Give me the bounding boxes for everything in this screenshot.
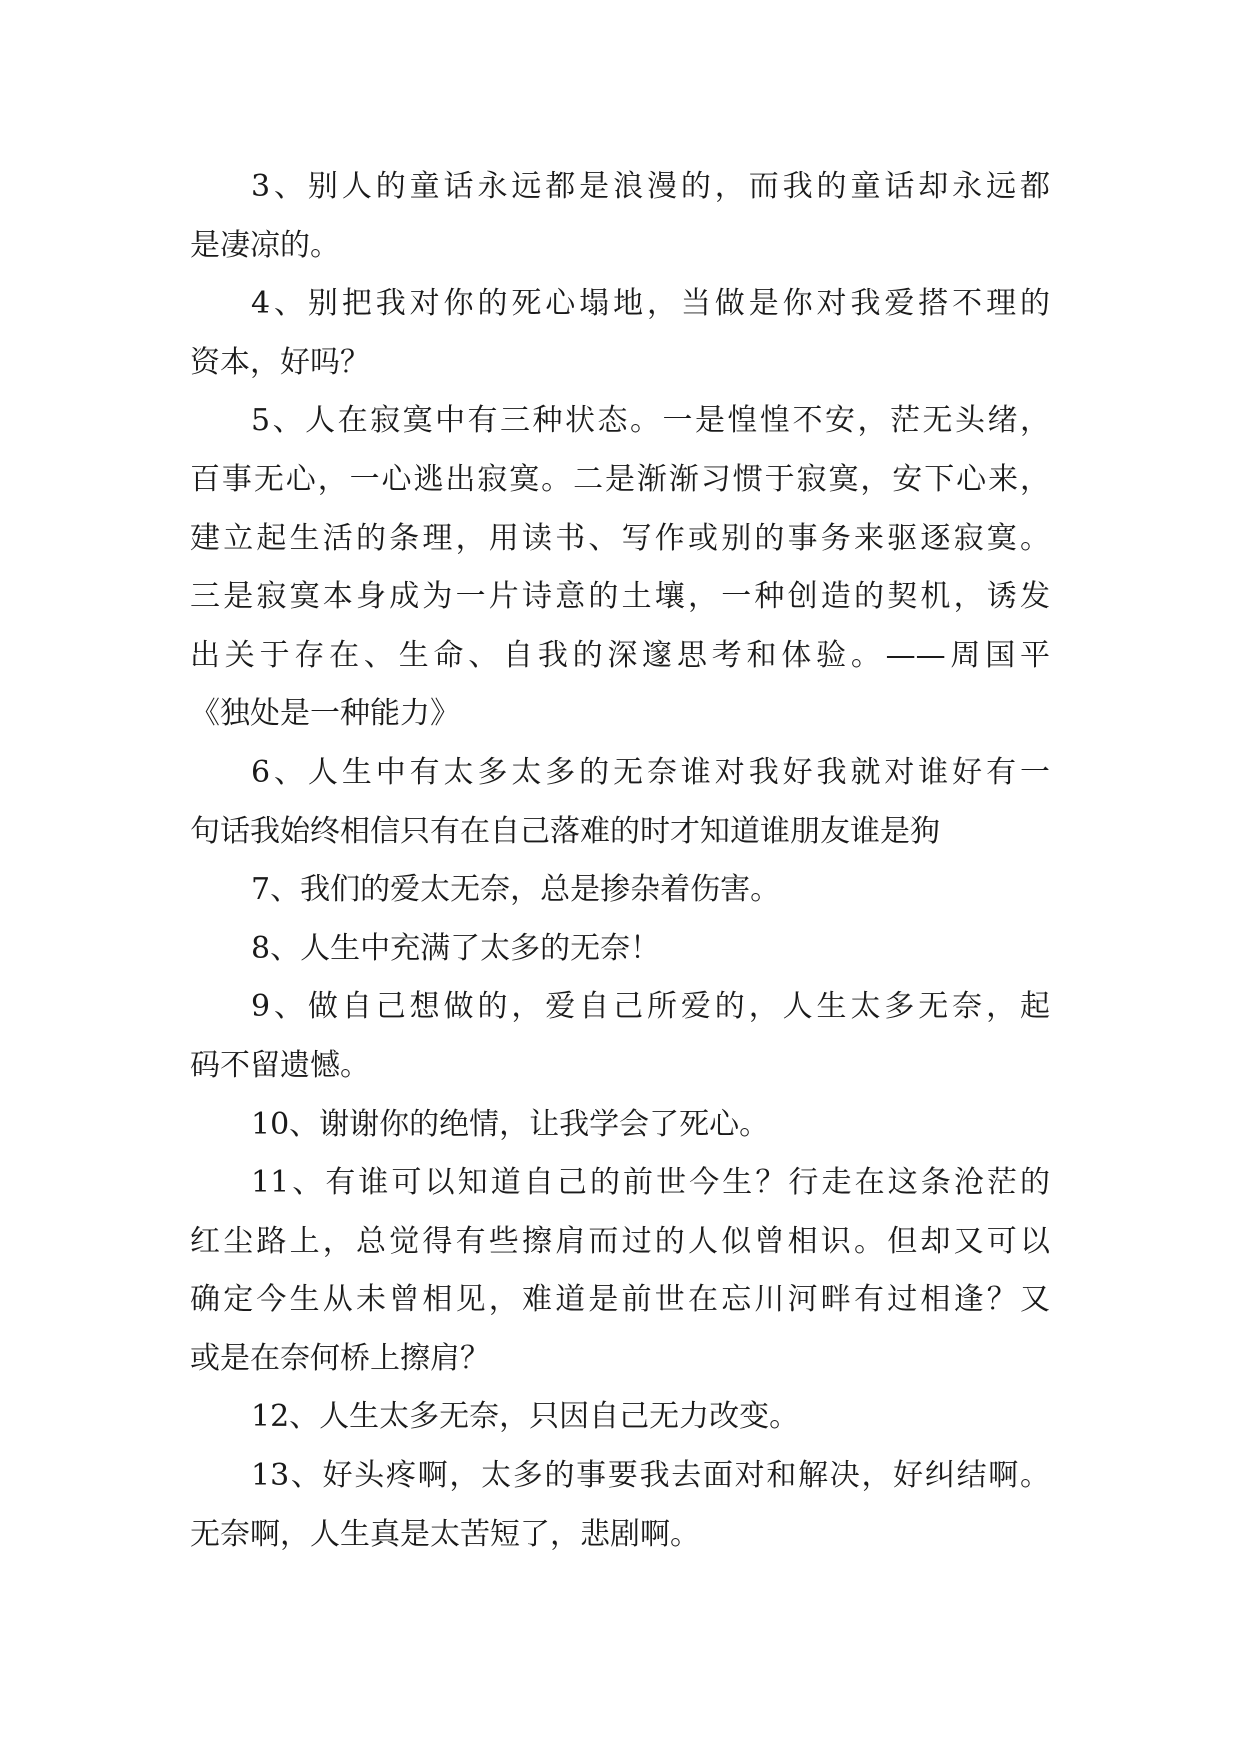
paragraph-line: 9、做自己想做的，爱自己所爱的，人生太多无奈，起 bbox=[251, 989, 1050, 1025]
paragraph-line: 出关于存在、生命、自我的深邃思考和体验。——周国平 bbox=[190, 637, 1050, 673]
paragraph bbox=[190, 1447, 1050, 1564]
paragraph-line: 8、人生中充满了太多的无奈！ bbox=[251, 930, 661, 966]
paragraph-line: 资本，好吗？ bbox=[190, 344, 370, 380]
paragraph-line: 11、有谁可以知道自己的前世今生？行走在这条沧茫的 bbox=[251, 1165, 1050, 1201]
paragraph-line: 13、好头疼啊，太多的事要我去面对和解决，好纠结啊。 bbox=[251, 1458, 1050, 1494]
paragraph bbox=[190, 275, 1050, 392]
paragraph bbox=[190, 158, 1050, 275]
paragraph bbox=[190, 861, 1050, 920]
paragraph-line: 红尘路上，总觉得有些擦肩而过的人似曾相识。但却又可以 bbox=[190, 1223, 1050, 1259]
paragraph-line: 码不留遗憾。 bbox=[190, 1047, 370, 1083]
paragraph bbox=[190, 744, 1050, 861]
paragraph-line: 10、谢谢你的绝情，让我学会了死心。 bbox=[251, 1106, 770, 1142]
paragraph bbox=[190, 978, 1050, 1095]
paragraph-line: 3、别人的童话永远都是浪漫的，而我的童话却永远都 bbox=[251, 169, 1050, 204]
paragraph-line: 6、人生中有太多太多的无奈谁对我好我就对谁好有一 bbox=[251, 754, 1050, 790]
paragraph-line: 建立起生活的条理，用读书、写作或别的事务来驱逐寂寞。 bbox=[190, 520, 1050, 556]
paragraph-line: 《独处是一种能力》 bbox=[190, 696, 460, 732]
paragraph-line: 句话我始终相信只有在自己落难的时才知道谁朋友谁是狗 bbox=[190, 813, 940, 849]
paragraph-line: 百事无心，一心逃出寂寞。二是渐渐习惯于寂寞，安下心来， bbox=[190, 461, 1050, 497]
document-body bbox=[190, 158, 1050, 1564]
paragraph bbox=[190, 1154, 1050, 1388]
paragraph-line: 无奈啊，人生真是太苦短了，悲剧啊。 bbox=[190, 1516, 700, 1552]
paragraph-line: 7、我们的爱太无奈，总是掺杂着伤害。 bbox=[251, 872, 781, 908]
paragraph-line: 是凄凉的。 bbox=[190, 227, 340, 263]
paragraph bbox=[190, 1388, 1050, 1447]
paragraph bbox=[190, 392, 1050, 744]
paragraph-line: 确定今生从未曾相见，难道是前世在忘川河畔有过相逢？又 bbox=[190, 1282, 1050, 1318]
paragraph bbox=[190, 1096, 1050, 1155]
paragraph-line: 4、别把我对你的死心塌地，当做是你对我爱搭不理的 bbox=[251, 286, 1050, 322]
paragraph-line: 或是在奈何桥上擦肩？ bbox=[190, 1340, 490, 1376]
paragraph-line: 三是寂寞本身成为一片诗意的土壤，一种创造的契机，诱发 bbox=[190, 579, 1050, 615]
paragraph-line: 5、人在寂寞中有三种状态。一是惶惶不安，茫无头绪， bbox=[251, 403, 1050, 439]
paragraph-line: 12、人生太多无奈，只因自己无力改变。 bbox=[251, 1399, 800, 1435]
paragraph bbox=[190, 920, 1050, 979]
